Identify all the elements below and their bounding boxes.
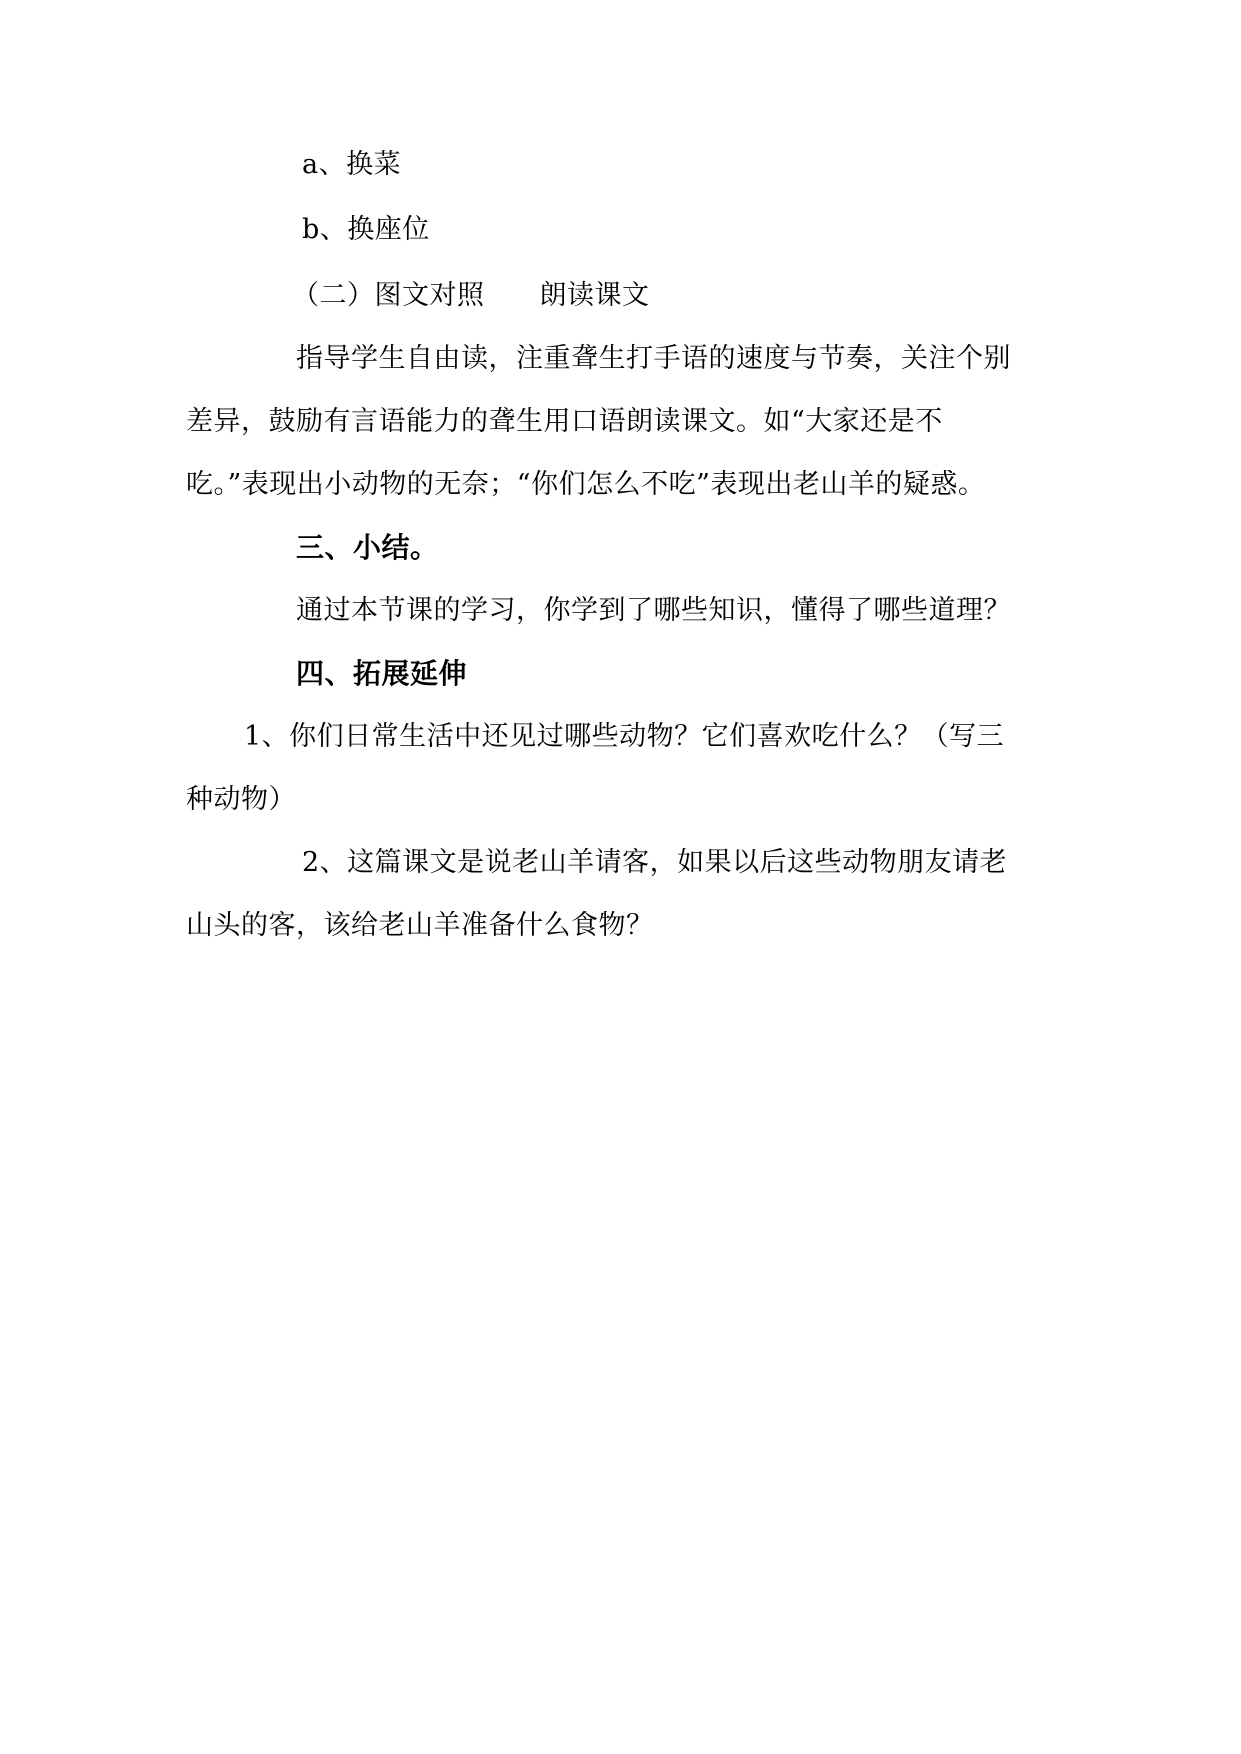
paragraph-line-1: 指导学生自由读，注重聋生打手语的速度与节奏，关注个别 [296, 343, 1011, 374]
section-subheading: （二）图文对照 朗读课文 [292, 280, 650, 311]
extension-item-1-line-1: 1、你们日常生活中还见过哪些动物？它们喜欢吃什么？（写三 [244, 721, 1005, 752]
list-item-b: b、换座位 [302, 214, 430, 245]
section-heading-extension: 四、拓展延伸 [296, 657, 468, 690]
extension-item-2-line-2: 山头的客，该给老山羊准备什么食物？ [186, 910, 654, 941]
list-item-a: a、换菜 [302, 149, 402, 180]
extension-item-1-line-2: 种动物） [186, 784, 296, 815]
paragraph-line-3: 吃。”表现出小动物的无奈；“你们怎么不吃”表现出老山羊的疑惑。 [186, 469, 986, 500]
section-heading-summary: 三、小结。 [296, 531, 439, 564]
paragraph-line-2: 差异，鼓励有言语能力的聋生用口语朗读课文。如“大家还是不 [186, 406, 943, 437]
summary-text: 通过本节课的学习，你学到了哪些知识，懂得了哪些道理？ [296, 595, 1011, 626]
extension-item-2-line-1: 2、这篇课文是说老山羊请客，如果以后这些动物朋友请老 [302, 847, 1008, 878]
